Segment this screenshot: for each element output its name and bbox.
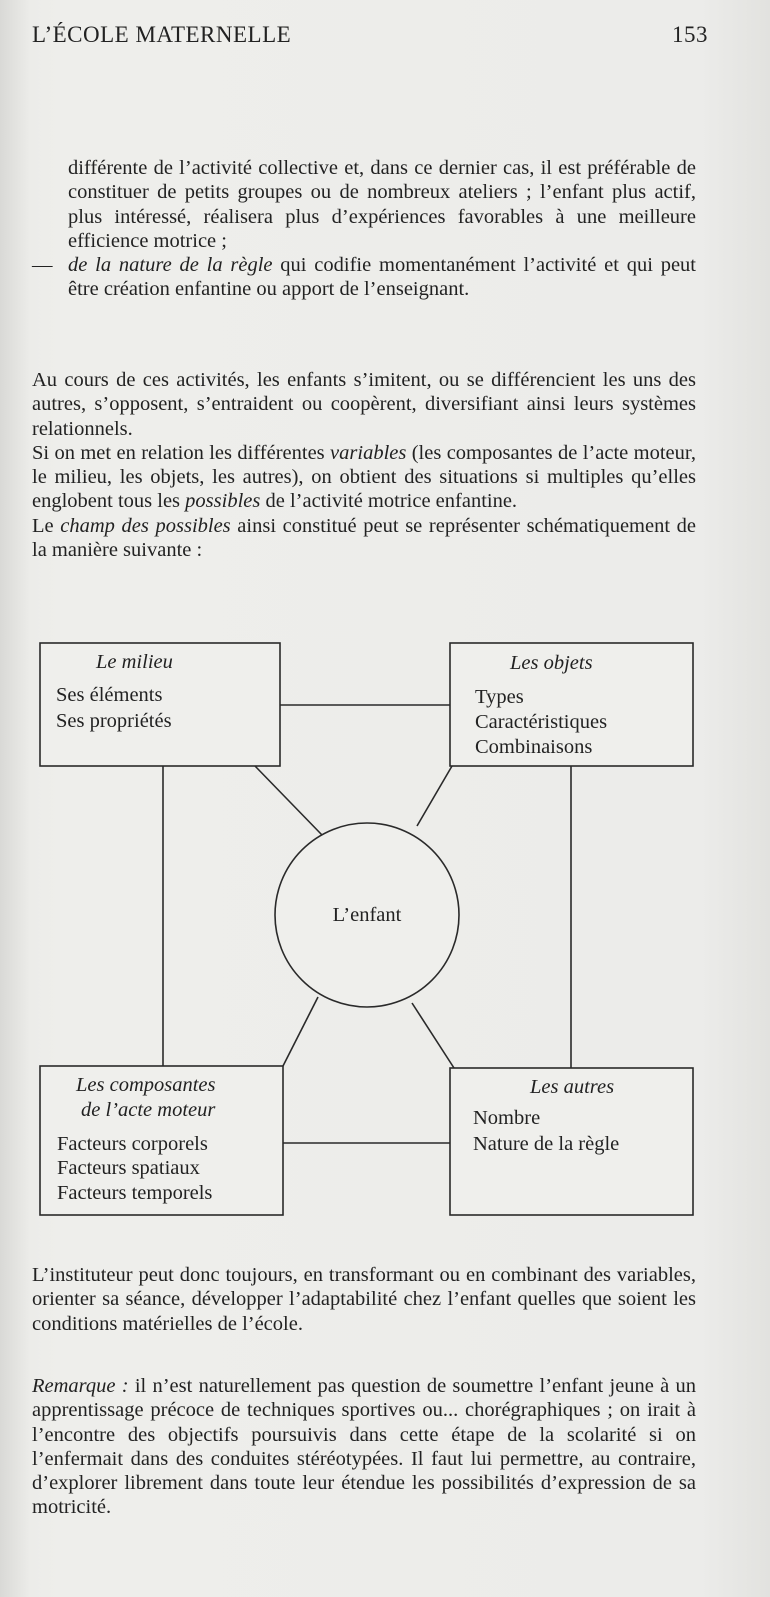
composantes-item: Facteurs spatiaux xyxy=(57,1157,200,1179)
possibles-italic: possibles xyxy=(185,490,261,513)
autres-item: Nature de la règle xyxy=(473,1133,620,1155)
paragraph-activities: Au cours de ces activités, les enfants s’imitent, ou se différencient les uns des autres, s’opposent, s’entraident ou coopèrent, diversifiant ainsi leurs systèmes relationnels. xyxy=(32,369,696,440)
autres-title: Les autres xyxy=(530,1076,615,1098)
composantes-item: Facteurs temporels xyxy=(57,1182,213,1204)
autres-item: Nombre xyxy=(473,1107,541,1129)
running-title: L’ÉCOLE MATERNELLE xyxy=(32,22,292,47)
page-number: 153 xyxy=(672,22,708,47)
variables-italic: variables xyxy=(330,441,407,464)
connector-composantes-center xyxy=(283,997,318,1066)
remarque-text: il n’est naturellement pas question de soumettre l’enfant jeune à un apprentissage précoce de techniques sportives ou... chorégraphiques ; on irait à l’encontre des objectifs poursuivis dans cette étape de la scolarité si on l’enfermait dans des conduites stéréotypées. Il faut lui permettre, au contraire, d’explorer librement dans toute leur étendue les possibilités d’expression de sa motricité. xyxy=(32,1375,696,1519)
paragraph-champ: Le champ des possibles ainsi constitué peut se représenter schématiquement de la manière suivante : xyxy=(32,514,697,562)
connector-milieu-center xyxy=(255,766,322,835)
connector-autres-center xyxy=(412,1003,454,1068)
objets-item: Caractéristiques xyxy=(475,711,608,733)
remarque-label: Remarque : xyxy=(32,1375,129,1397)
composantes-item: Facteurs corporels xyxy=(57,1133,208,1155)
center-label: L’enfant xyxy=(332,904,402,926)
milieu-item: Ses propriétés xyxy=(56,710,172,732)
dash-marker: — xyxy=(32,254,53,277)
rule-italic: de la nature de la règle xyxy=(68,254,273,277)
objets-item: Combinaisons xyxy=(475,736,593,758)
objets-item: Types xyxy=(475,686,524,708)
paragraph-variables: Si on met en relation les différentes variables (les composantes de l’acte moteur, le milieu, les objets, les autres), on obtient des situations si multiples qu’elles englobent tous les possibles de l’activité motrice enfantine. xyxy=(32,441,696,513)
milieu-item: Ses éléments xyxy=(56,684,163,706)
champ-italic: champ des possibles xyxy=(60,514,231,537)
milieu-title: Le milieu xyxy=(96,651,173,673)
paragraph-instituteur: L’instituteur peut donc toujours, en transformant ou en combinant des variables, orienter sa séance, développer l’adaptabilité chez l’enfant quelles que soient les conditions matérielles de l’école. xyxy=(32,1264,696,1335)
composantes-title: Les composantes xyxy=(76,1074,216,1096)
continued-paragraph: différente de l’activité collective et, dans ce dernier cas, il est préférable de constituer de petits groupes ou de nombreux ateliers ; l’enfant plus actif, plus intéressé, réalisera plus d’expériences favorables à une meilleure efficience motrice ; xyxy=(68,157,696,252)
composantes-title: de l’acte moteur xyxy=(81,1099,216,1121)
rule-text: qui codifie momentanément l’activité et qui peut être création enfantine ou apport de l’enseignant. xyxy=(68,254,696,301)
paragraph-remarque xyxy=(32,1374,696,1520)
connector-objets-center xyxy=(417,766,452,826)
objets-title: Les objets xyxy=(510,652,593,674)
